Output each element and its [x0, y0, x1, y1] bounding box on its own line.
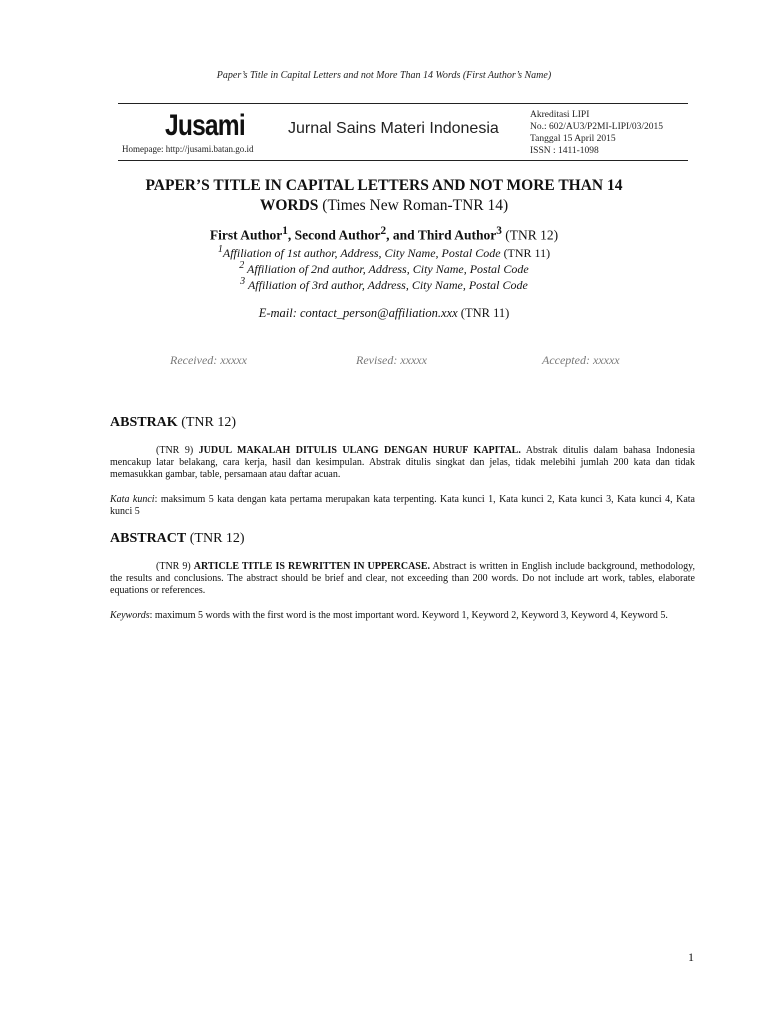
abstrak-heading [110, 415, 236, 431]
paper-title [100, 176, 668, 216]
running-head: Paper’s Title in Capital Letters and not More Than 14 Words (First Author’s Name) [216, 70, 552, 81]
issn: ISSN : 1411-1098 [530, 146, 599, 156]
journal-homepage: Homepage: http://jusami.batan.go.id [122, 144, 254, 154]
abstract-body [110, 561, 695, 597]
title-line-2 [100, 196, 668, 216]
abstract-text: Abstract is written in English include background, methodology, the results and conclusions. The abstract should be brief and clear, not exceeding than 200 words. Do not include art work, tables, elaborate equations or references. [110, 561, 695, 596]
accreditation-number: No.: 602/AU3/P2MI-LIPI/03/2015 [530, 122, 663, 132]
affiliation-1 [0, 244, 768, 261]
accepted-date: Accepted: xxxxx [542, 353, 620, 367]
affiliation-3-sup: 3 [240, 276, 246, 287]
title-line-2-bold: WORDS [259, 197, 319, 214]
journal-header [118, 103, 688, 161]
abstract-keywords [110, 610, 695, 622]
revised-date: Revised: xxxxx [356, 353, 427, 367]
abstrak-title-restated: JUDUL MAKALAH DITULIS ULANG DENGAN HURUF KAPITAL. [198, 445, 521, 456]
affiliation-1-text: Affiliation of 1st author, Address, City Name, Postal Code [222, 246, 501, 260]
affiliation-2-text: Affiliation of 2nd author, Address, City Name, Postal Code [244, 262, 529, 276]
journal-logo: Jusami [165, 109, 245, 142]
author-2-sup: 2 [380, 225, 387, 237]
keywords-label: Keywords [110, 610, 150, 621]
received-date: Received: xxxxx [170, 353, 247, 367]
email-address: E-mail: contact_person@affiliation.xxx [258, 306, 458, 320]
title-font-note: (Times New Roman-TNR 14) [318, 197, 509, 214]
author-list [0, 225, 768, 244]
page-number: 1 [688, 950, 694, 964]
abstract-prefix: (TNR 9) [156, 561, 194, 572]
affiliation-1-sup: 1 [217, 244, 223, 255]
abstract-heading-note: (TNR 12) [186, 531, 245, 546]
contact-email [0, 306, 768, 321]
abstrak-text: Abstrak ditulis dalam bahasa Indonesia mencakup latar belakang, cara kerja, hasil dan kesimpulan. Abstrak ditulis singkat dan jelas, tidak melebihi jumlah 200 kata dan tidak memasukkan gambar, table, persamaan atau daftar acuan. [110, 445, 695, 480]
accreditation-date: Tanggal 15 April 2015 [530, 134, 616, 144]
author-1-sup: 1 [282, 225, 288, 237]
abstract-title-restated: ARTICLE TITLE IS REWRITTEN IN UPPERCASE. [193, 561, 431, 572]
author-1: First Author [209, 227, 283, 243]
abstrak-heading-label: ABSTRAK [110, 415, 178, 430]
kata-kunci-label: Kata kunci [110, 494, 155, 505]
affiliation-font-note: (TNR 11) [500, 246, 551, 260]
affiliation-3 [0, 276, 768, 293]
abstract-heading-label: ABSTRACT [110, 531, 187, 546]
keywords-text: : maximum 5 words with the first word is the most important word. Keyword 1, Keyword 2, Keyword 3, Keyword 4, Keyword 5. [149, 610, 668, 621]
author-3: , and Third Author [386, 227, 497, 243]
affiliation-3-text: Affiliation of 3rd author, Address, City Name, Postal Code [245, 278, 528, 292]
authors-font-note: (TNR 12) [501, 227, 559, 243]
abstrak-body [110, 445, 695, 481]
abstrak-heading-note: (TNR 12) [177, 415, 237, 430]
affiliation-2 [0, 260, 768, 277]
abstract-heading [110, 531, 245, 547]
email-font-note: (TNR 11) [457, 306, 510, 320]
affiliation-2-sup: 2 [239, 260, 245, 271]
journal-name: Jurnal Sains Materi Indonesia [288, 120, 499, 137]
author-2: , Second Author [287, 227, 381, 243]
abstrak-keywords [110, 494, 695, 518]
abstrak-prefix: (TNR 9) [156, 445, 199, 456]
author-3-sup: 3 [496, 225, 502, 237]
title-line-1: PAPER’S TITLE IN CAPITAL LETTERS AND NOT MORE THAN 14 [145, 177, 623, 194]
kata-kunci-text: : maksimum 5 kata dengan kata pertama merupakan kata terpenting. Kata kunci 1, Kata kunci 2, Kata kunci 3, Kata kunci 4, Kata kunci 5 [110, 494, 695, 517]
accreditation-line: Akreditasi LIPI [530, 110, 590, 120]
accreditation-info [530, 109, 663, 157]
